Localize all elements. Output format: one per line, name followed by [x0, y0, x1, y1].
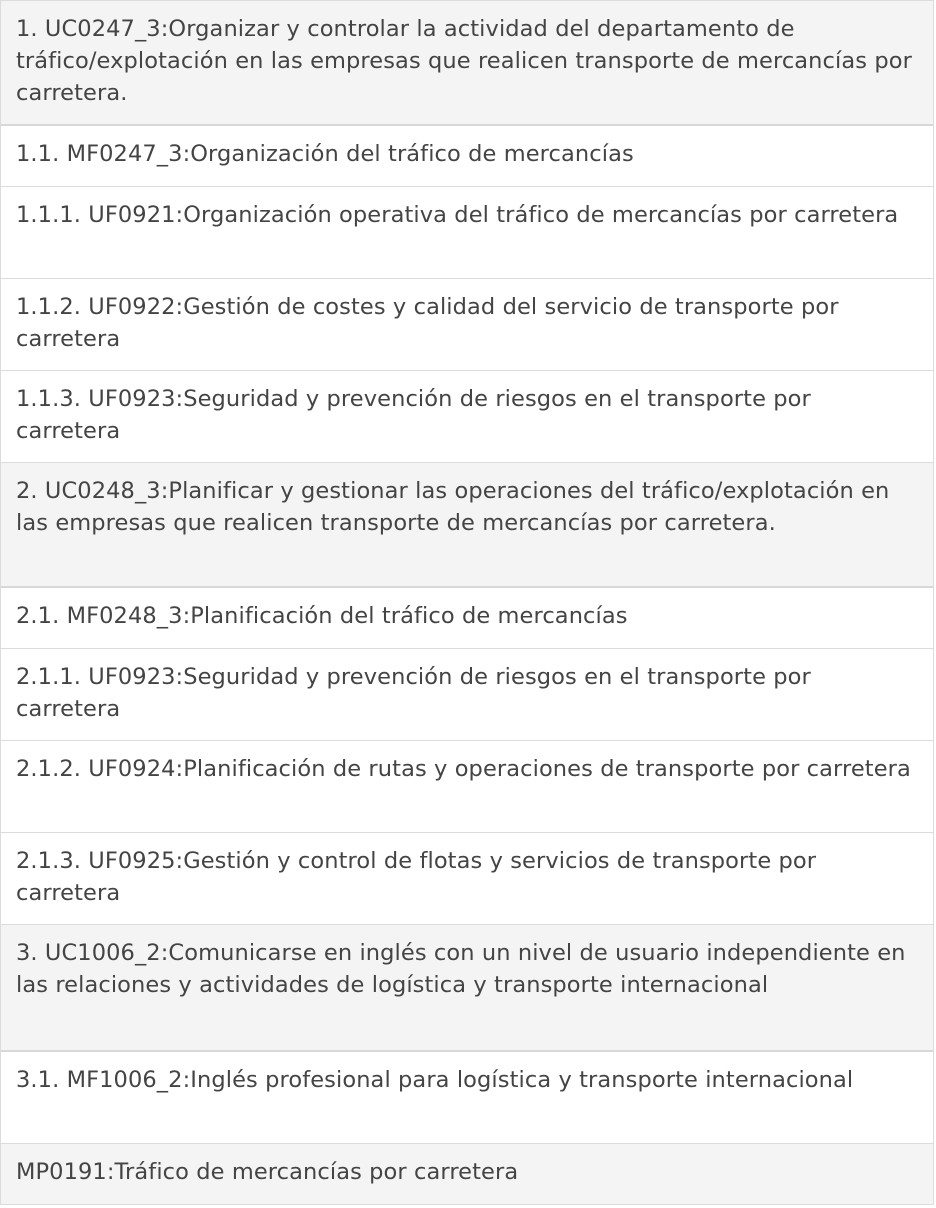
list-item-uf-2-1-1: 2.1.1. UF0923:Seguridad y prevención de riesgos en el transporte por carretera [1, 649, 933, 741]
list-item-unit-3: 3. UC1006_2:Comunicarse en inglés con un nivel de usuario independiente en las relaciones y actividades de logística y transporte internacional [1, 925, 933, 1052]
list-item-practice-module: MP0191:Tráfico de mercancías por carretera [1, 1144, 933, 1205]
list-item-uf-1-1-2: 1.1.2. UF0922:Gestión de costes y calidad del servicio de transporte por carretera [1, 279, 933, 371]
list-item-module-2-1: 2.1. MF0248_3:Planificación del tráfico de mercancías [1, 588, 933, 649]
list-item-unit-2: 2. UC0248_3:Planificar y gestionar las operaciones del tráfico/explotación en las empresas que realicen transporte de mercancías por carretera. [1, 463, 933, 588]
list-item-uf-1-1-1: 1.1.1. UF0921:Organización operativa del tráfico de mercancías por carretera [1, 187, 933, 279]
list-item-module-1-1: 1.1. MF0247_3:Organización del tráfico de mercancías [1, 126, 933, 187]
list-item-uf-2-1-2: 2.1.2. UF0924:Planificación de rutas y operaciones de transporte por carretera [1, 741, 933, 833]
list-item-unit-1: 1. UC0247_3:Organizar y controlar la actividad del departamento de tráfico/explotación en las empresas que realicen transporte de mercancías por carretera. [1, 1, 933, 126]
list-item-module-3-1: 3.1. MF1006_2:Inglés profesional para logística y transporte internacional [1, 1052, 933, 1144]
list-item-uf-1-1-3: 1.1.3. UF0923:Seguridad y prevención de riesgos en el transporte por carretera [1, 371, 933, 463]
list-item-uf-2-1-3: 2.1.3. UF0925:Gestión y control de flotas y servicios de transporte por carretera [1, 833, 933, 925]
